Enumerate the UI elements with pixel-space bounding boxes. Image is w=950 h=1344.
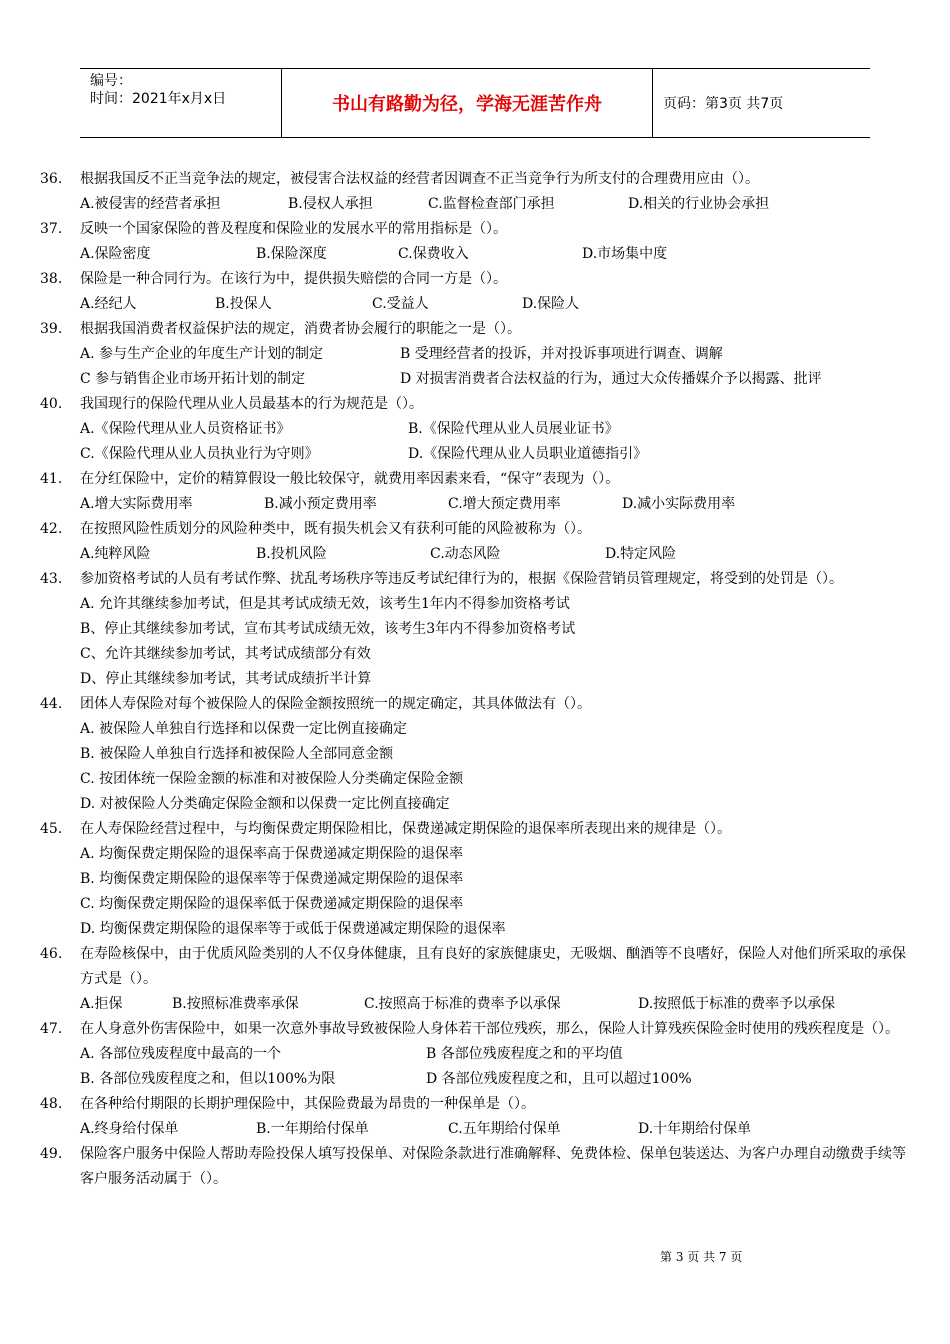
answer-option: C.受益人 xyxy=(372,296,429,312)
answer-option: B 各部位残废程度之和的平均值 xyxy=(426,1046,623,1062)
answer-option: A. 各部位残废程度中最高的一个 xyxy=(80,1046,282,1062)
answer-option: A.增大实际费用率 xyxy=(80,496,193,512)
question-text: 在按照风险性质划分的风险种类中，既有损失机会又有获利可能的风险被称为（）。 xyxy=(80,521,591,537)
question xyxy=(40,467,910,492)
answer-option: D.按照低于标准的费率予以承保 xyxy=(638,996,836,1012)
answer-option: D.《保险代理从业人员职业道德指引》 xyxy=(408,446,648,462)
question-number: 37. xyxy=(40,221,63,237)
page-header xyxy=(80,68,870,138)
option-line xyxy=(80,192,910,217)
page-footer: 第 3 页 共 7 页 xyxy=(660,1250,743,1264)
header-number: 编号： xyxy=(90,73,132,89)
option-line xyxy=(80,342,910,367)
question-text: 根据我国反不正当竞争法的规定，被侵害合法权益的经营者因调查不正当竞争行为所支付的合理费用应由（）。 xyxy=(80,171,759,187)
question-number: 38. xyxy=(40,271,63,287)
answer-option: B.一年期给付保单 xyxy=(256,1121,369,1137)
option-line xyxy=(80,667,910,692)
question xyxy=(40,267,910,292)
question xyxy=(40,392,910,417)
question xyxy=(40,317,910,342)
answer-option: A.保险密度 xyxy=(80,246,151,262)
answer-option: B.投保人 xyxy=(215,296,272,312)
question xyxy=(40,1142,910,1192)
answer-option: B.减小预定费用率 xyxy=(264,496,377,512)
answer-option: B 受理经营者的投诉，并对投诉事项进行调查、调解 xyxy=(400,346,723,362)
question-text: 参加资格考试的人员有考试作弊、扰乱考场秩序等违反考试纪律行为的，根据《保险营销员管理规定，将受到的处罚是（）。 xyxy=(80,571,843,587)
answer-option: A. 允许其继续参加考试，但是其考试成绩无效，该考生1年内不得参加资格考试 xyxy=(80,596,570,612)
option-line xyxy=(80,917,910,942)
option-line xyxy=(80,717,910,742)
question xyxy=(40,692,910,717)
option-line xyxy=(80,892,910,917)
question-number: 43. xyxy=(40,571,63,587)
question-text: 根据我国消费者权益保护法的规定，消费者协会履行的职能之一是（）。 xyxy=(80,321,521,337)
option-line xyxy=(80,792,910,817)
answer-option: D.减小实际费用率 xyxy=(622,496,736,512)
question-number: 47. xyxy=(40,1021,63,1037)
option-line xyxy=(80,242,910,267)
question xyxy=(40,942,910,992)
answer-option: B. 均衡保费定期保险的退保率等于保费递减定期保险的退保率 xyxy=(80,871,464,887)
answer-option: D.特定风险 xyxy=(605,546,677,562)
answer-option: D 对损害消费者合法权益的行为，通过大众传播媒介予以揭露、批评 xyxy=(400,371,822,387)
answer-option: C、允许其继续参加考试，其考试成绩部分有效 xyxy=(80,646,371,662)
answer-option: C.动态风险 xyxy=(430,546,501,562)
answer-option: D.保险人 xyxy=(522,296,580,312)
option-line xyxy=(80,1067,910,1092)
question-text: 在人身意外伤害保险中，如果一次意外事故导致被保险人身体若干部位残疾，那么，保险人计算残疾保险金时使用的残疾程度是（）。 xyxy=(80,1021,899,1037)
question-text: 在人寿保险经营过程中，与均衡保费定期保险相比，保费递减定期保险的退保率所表现出来的规律是（）。 xyxy=(80,821,731,837)
question-text: 在寿险核保中，由于优质风险类别的人不仅身体健康，且有良好的家族健康史，无吸烟、酗酒等不良嗜好，保险人对他们所采取的承保方式是（）。 xyxy=(80,946,906,987)
answer-option: B、停止其继续参加考试，宣布其考试成绩无效，该考生3年内不得参加资格考试 xyxy=(80,621,576,637)
option-line xyxy=(80,367,910,392)
option-line xyxy=(80,442,910,467)
question xyxy=(40,217,910,242)
question-number: 39. xyxy=(40,321,63,337)
question-text: 反映一个国家保险的普及程度和保险业的发展水平的常用指标是（）。 xyxy=(80,221,507,237)
answer-option: A.终身给付保单 xyxy=(80,1121,179,1137)
answer-option: C.监督检查部门承担 xyxy=(428,196,555,212)
option-line xyxy=(80,842,910,867)
answer-option: D. 均衡保费定期保险的退保率等于或低于保费递减定期保险的退保率 xyxy=(80,921,506,937)
answer-option: A.《保险代理从业人员资格证书》 xyxy=(80,421,291,437)
option-line xyxy=(80,417,910,442)
answer-option: B. 各部位残废程度之和，但以100%为限 xyxy=(80,1071,336,1087)
answer-option: B.投机风险 xyxy=(256,546,327,562)
option-line xyxy=(80,292,910,317)
question-number: 49. xyxy=(40,1146,63,1162)
question-text: 保险客户服务中保险人帮助寿险投保人填写投保单、对保险条款进行准确解释、免费体检、保单包装送达、为客户办理自动缴费手续等客户服务活动属于（）。 xyxy=(80,1146,906,1187)
question-number: 40. xyxy=(40,396,63,412)
option-line xyxy=(80,867,910,892)
option-line xyxy=(80,592,910,617)
header-page: 页码：第3页 共7页 xyxy=(663,96,784,112)
answer-option: C.《保险代理从业人员执业行为守则》 xyxy=(80,446,319,462)
question-text: 保险是一种合同行为。在该行为中，提供损失赔偿的合同一方是（）。 xyxy=(80,271,507,287)
option-line xyxy=(80,617,910,642)
answer-option: A. 均衡保费定期保险的退保率高于保费递减定期保险的退保率 xyxy=(80,846,464,862)
option-line xyxy=(80,492,910,517)
header-time: 时间：2021年x月x日 xyxy=(90,91,227,107)
question-text: 在分红保险中，定价的精算假设一般比较保守，就费用率因素来看，“保守”表现为（）。 xyxy=(80,471,620,487)
answer-option: A. 被保险人单独自行选择和以保费一定比例直接确定 xyxy=(80,721,408,737)
question xyxy=(40,167,910,192)
answer-option: C 参与销售企业市场开拓计划的制定 xyxy=(80,371,306,387)
question-text: 在各种给付期限的长期护理保险中，其保险费最为昂贵的一种保单是（）。 xyxy=(80,1096,535,1112)
option-line xyxy=(80,992,910,1017)
option-line xyxy=(80,642,910,667)
question-number: 44. xyxy=(40,696,63,712)
header-motto: 书山有路勤为径，学海无涯苦作舟 xyxy=(282,69,653,137)
question-number: 36. xyxy=(40,171,63,187)
answer-option: D 各部位残废程度之和，且可以超过100% xyxy=(426,1071,692,1087)
question xyxy=(40,567,910,592)
question xyxy=(40,817,910,842)
answer-option: D.相关的行业协会承担 xyxy=(628,196,770,212)
answer-option: C. 按团体统一保险金额的标准和对被保险人分类确定保险金额 xyxy=(80,771,464,787)
question-text: 团体人寿保险对每个被保险人的保险金额按照统一的规定确定，其具体做法有（）。 xyxy=(80,696,591,712)
answer-option: A.被侵害的经营者承担 xyxy=(80,196,221,212)
answer-option: B.《保险代理从业人员展业证书》 xyxy=(408,421,619,437)
option-line xyxy=(80,767,910,792)
answer-option: A.拒保 xyxy=(80,996,123,1012)
answer-option: C. 均衡保费定期保险的退保率低于保费递减定期保险的退保率 xyxy=(80,896,464,912)
question-number: 41. xyxy=(40,471,63,487)
answer-option: D. 对被保险人分类确定保险金额和以保费一定比例直接确定 xyxy=(80,796,450,812)
question-list xyxy=(40,167,910,1192)
question-number: 46. xyxy=(40,946,63,962)
answer-option: C.增大预定费用率 xyxy=(448,496,561,512)
answer-option: C.保费收入 xyxy=(398,246,469,262)
answer-option: A.纯粹风险 xyxy=(80,546,151,562)
answer-option: A. 参与生产企业的年度生产计划的制定 xyxy=(80,346,324,362)
question-number: 42. xyxy=(40,521,63,537)
answer-option: C.五年期给付保单 xyxy=(448,1121,561,1137)
question-number: 45. xyxy=(40,821,63,837)
answer-option: B.保险深度 xyxy=(256,246,327,262)
option-line xyxy=(80,742,910,767)
option-line xyxy=(80,1117,910,1142)
answer-option: D.市场集中度 xyxy=(582,246,668,262)
question xyxy=(40,517,910,542)
header-meta xyxy=(80,69,282,137)
answer-option: B. 被保险人单独自行选择和被保险人全部同意金额 xyxy=(80,746,394,762)
answer-option: D.十年期给付保单 xyxy=(638,1121,752,1137)
answer-option: D、停止其继续参加考试，其考试成绩折半计算 xyxy=(80,671,372,687)
answer-option: C.按照高于标准的费率予以承保 xyxy=(364,996,561,1012)
answer-option: A.经纪人 xyxy=(80,296,137,312)
answer-option: B.侵权人承担 xyxy=(288,196,373,212)
option-line xyxy=(80,1042,910,1067)
answer-option: B.按照标准费率承保 xyxy=(172,996,299,1012)
question xyxy=(40,1017,910,1042)
question-text: 我国现行的保险代理从业人员最基本的行为规范是（）。 xyxy=(80,396,423,412)
option-line xyxy=(80,542,910,567)
question xyxy=(40,1092,910,1117)
question-number: 48. xyxy=(40,1096,63,1112)
